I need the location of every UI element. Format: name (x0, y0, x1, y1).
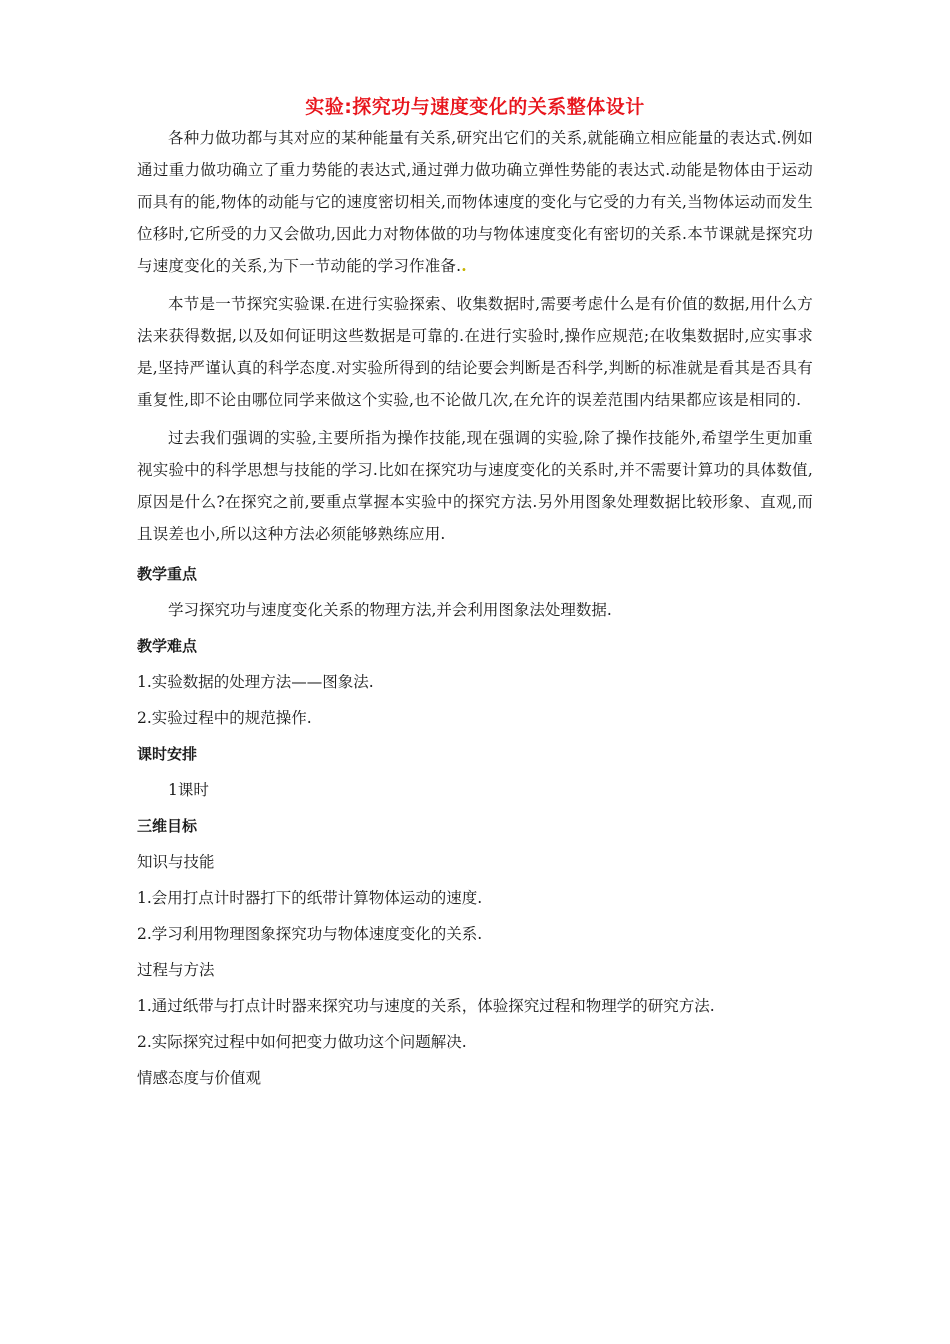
key-points-text: 学习探究功与速度变化关系的物理方法,并会利用图象法处理数据. (168, 601, 612, 619)
attitude-label: 情感态度与价值观 (137, 1069, 262, 1087)
schedule-heading: 课时安排 (137, 745, 198, 763)
document-title: 实验:探究功与速度变化的关系整体设计 (305, 96, 645, 118)
difficulties-heading: 教学难点 (137, 637, 198, 655)
process-item-2: 2.实际探究过程中如何把变力做功这个问题解决. (137, 1033, 467, 1051)
process-item-1: 1.通过纸带与打点计时器来探究功与速度的关系，体验探究过程和物理学的研究方法. (137, 997, 715, 1015)
knowledge-item-2: 2.学习利用物理图象探究功与物体速度变化的关系. (137, 925, 483, 943)
process-label: 过程与方法 (137, 961, 215, 979)
intro-paragraph-2: 本节是一节探究实验课.在进行实验探索、收集数据时,需要考虑什么是有价值的数据,用什么方法来获得数据,以及如何证明这些数据是可靠的.在进行实验时,操作应规范;在收集数据时,应实事求是,坚持严谨认真的科学态度.对实验所得到的结论要会判断是否科学,判断的标准就是看其是否具有重复性,即不论由哪位同学来做这个实验,也不论做几次,在允许的误差范围内结果都应该是相同的. (137, 295, 813, 409)
difficulty-item-2: 2.实验过程中的规范操作. (137, 709, 312, 727)
knowledge-item-1: 1.会用打点计时器打下的纸带计算物体运动的速度. (137, 889, 483, 907)
knowledge-label: 知识与技能 (137, 853, 215, 871)
schedule-text: 1课时 (168, 781, 209, 799)
objectives-heading: 三维目标 (137, 817, 198, 835)
intro-paragraph-1 (137, 122, 813, 282)
key-points-heading: 教学重点 (137, 565, 198, 583)
difficulty-item-1: 1.实验数据的处理方法——图象法. (137, 673, 374, 691)
highlight-marker: . (461, 256, 467, 275)
intro-paragraph-3: 过去我们强调的实验,主要所指为操作技能,现在强调的实验,除了操作技能外,希望学生更加重视实验中的科学思想与技能的学习.比如在探究功与速度变化的关系时,并不需要计算功的具体数值,原因是什么?在探究之前,要重点掌握本实验中的探究方法.另外用图象处理数据比较形象、直观,而且误差也小,所以这种方法必须能够熟练应用. (137, 429, 813, 543)
document-page (137, 92, 813, 1096)
intro-paragraph-1-text: 各种力做功都与其对应的某种能量有关系,研究出它们的关系,就能确立相应能量的表达式.例如通过重力做功确立了重力势能的表达式,通过弹力做功确立弹性势能的表达式.动能是物体由于运动而具有的能,物体的动能与它的速度密切相关,而物体速度的变化与它受的力有关,当物体运动而发生位移时,它所受的力又会做功,因此力对物体做的功与物体速度变化有密切的关系.本节课就是探究功与速度变化的关系,为下一节动能的学习作准备. (137, 129, 813, 275)
